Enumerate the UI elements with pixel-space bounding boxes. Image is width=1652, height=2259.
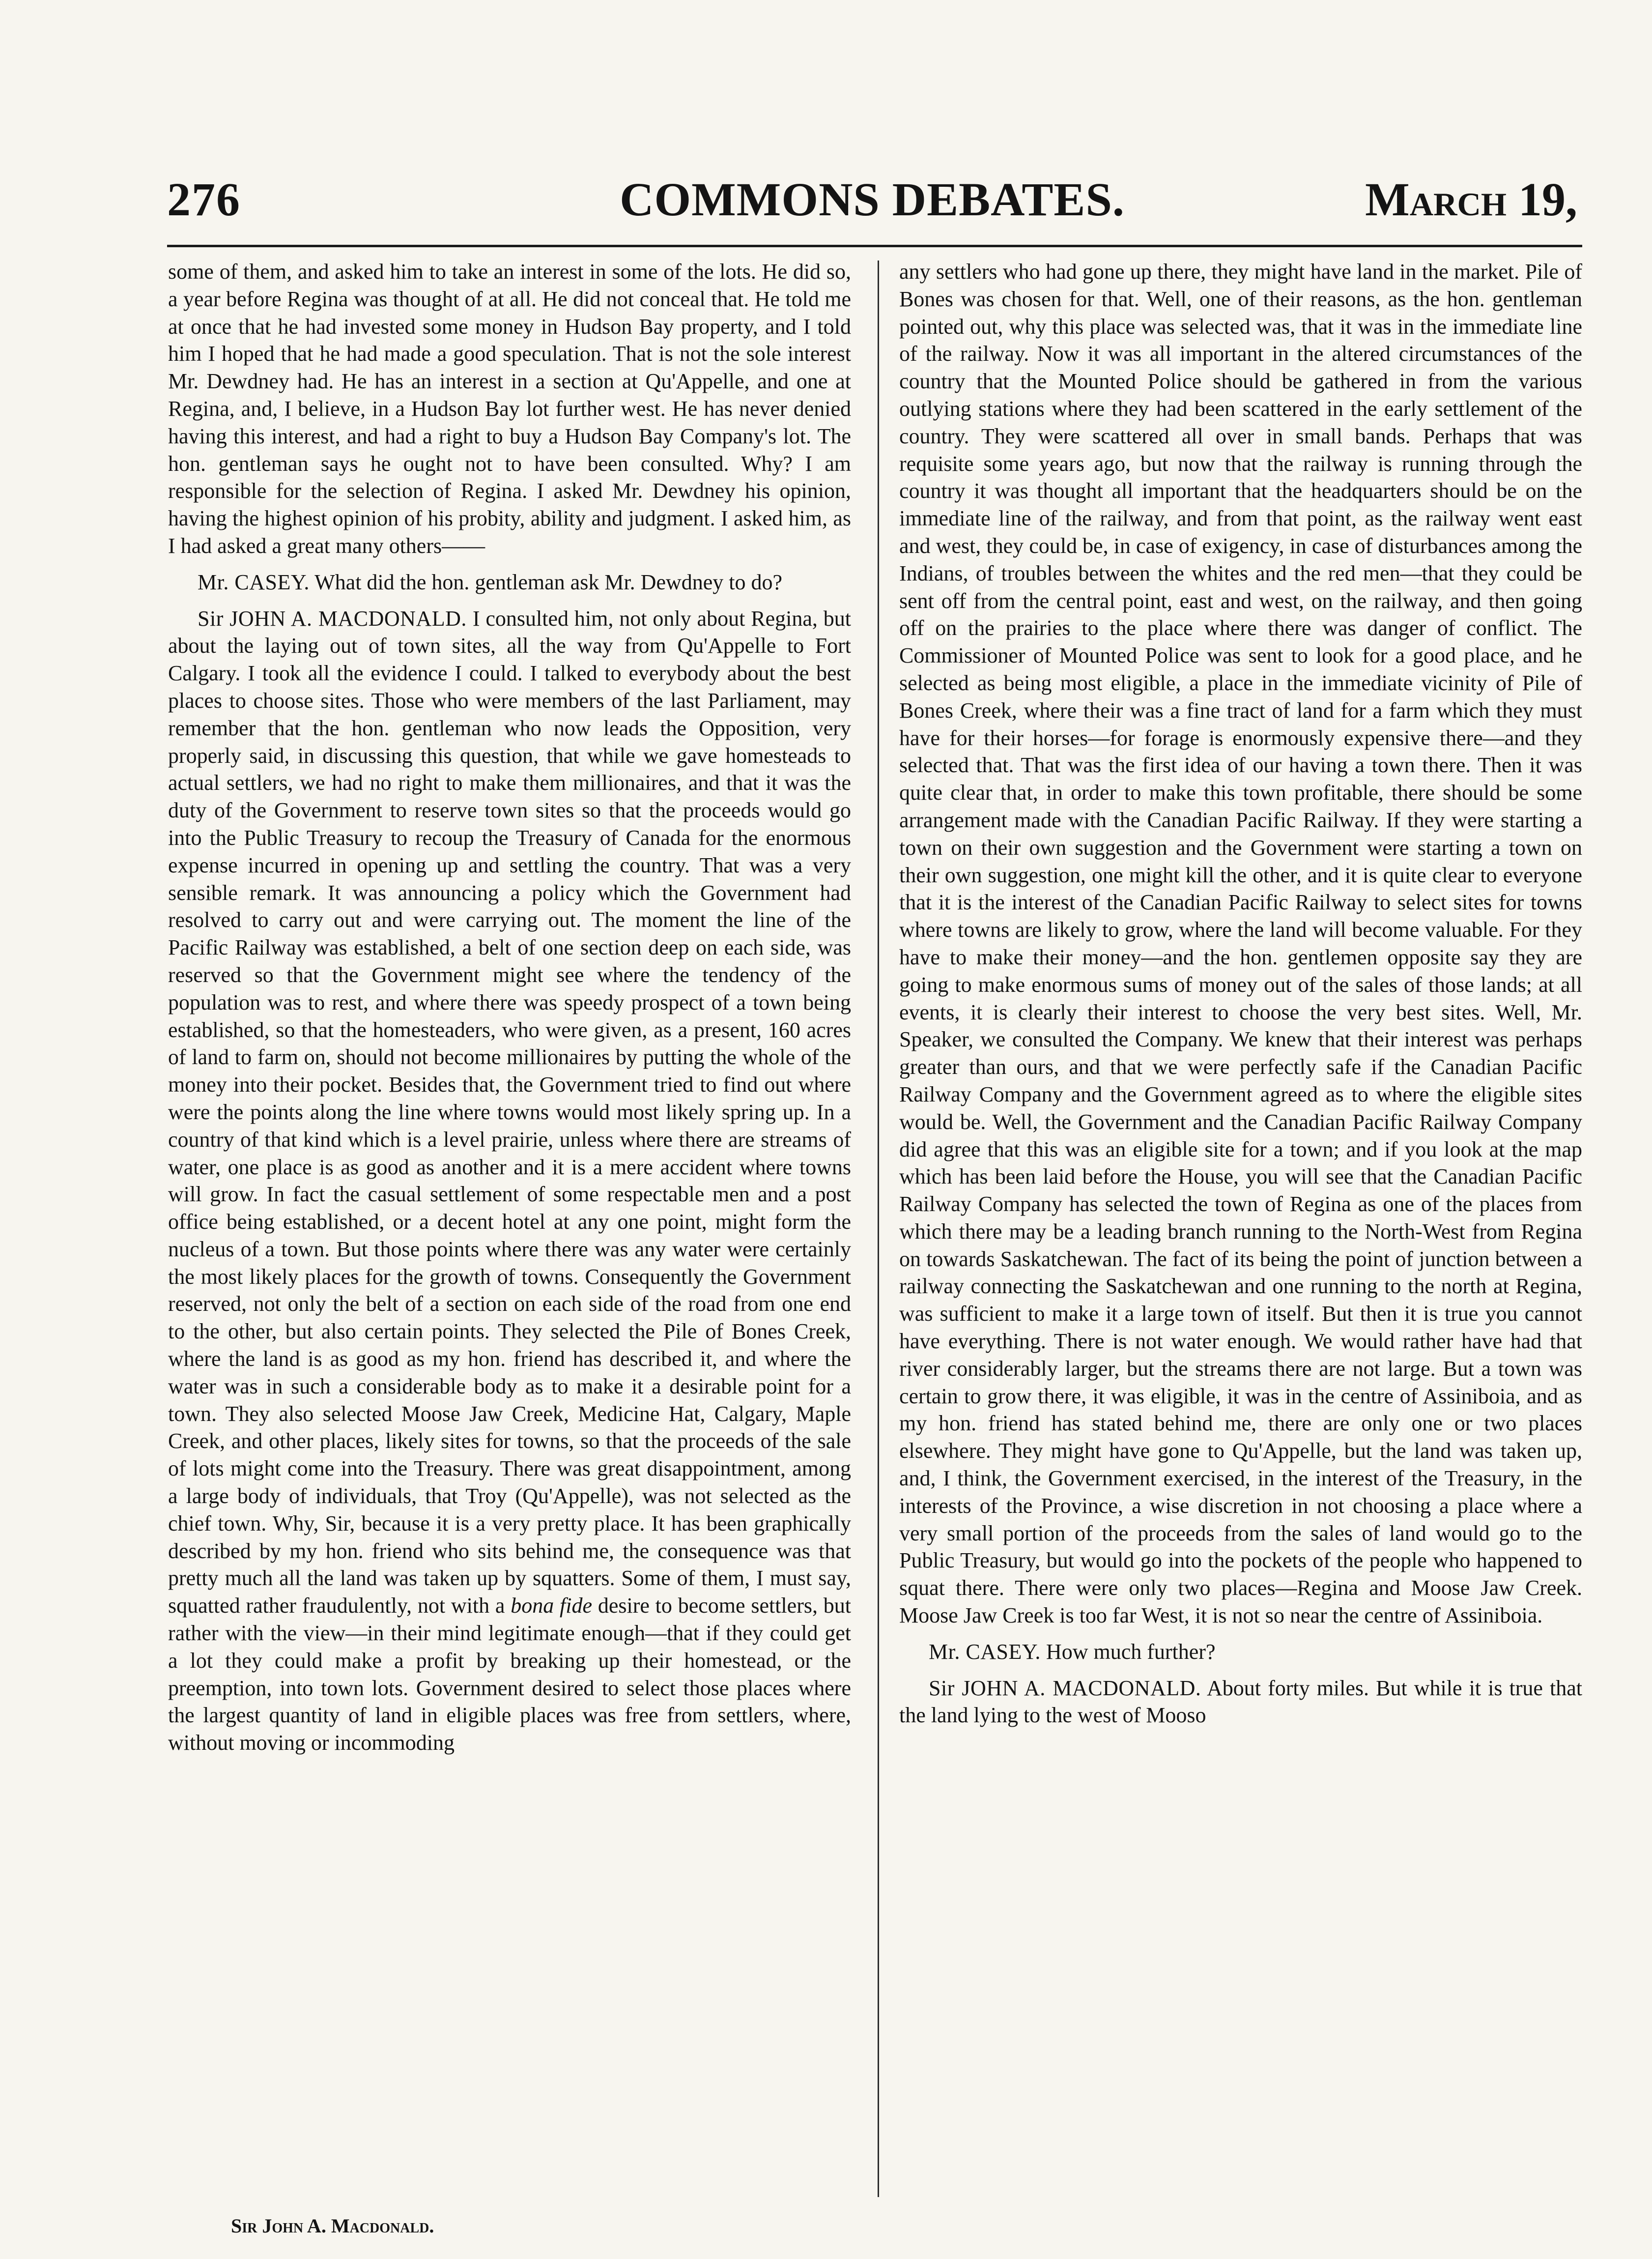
paragraph-text: I consulted him, not only about Regina, but about the laying out of town sites, all the way from Qu'Appelle to Fort Calgary. I took all the evidence I could. I talked to everybody about the best places to choose sites. Those who were members of the last Parliament, may remember that the hon. gentleman who now leads the Opposition, very properly said, in discussing this question, that while we gave homesteads to actual settlers, we had no right to make them millionaires, and that it was the duty of the Government to reserve town sites so that the proceeds would go into the Public Treasury to recoup the Treasury of Canada for the enormous expense incurred in opening up and settling the country. That was a very sensible remark. It was announcing a policy which the Government had resolved to carry out and were carrying out. The moment the line of the Pacific Railway was established, a belt of one section deep on each side, was reserved so that the Government might see where the tendency of the population was to rest, and where there was speedy prospect of a town being established, so that the homesteaders, who were given, as a present, 160 acres of land to farm on, should not become millionaires by putting the whole of the money into their pocket. Besides that, the Government tried to find out where were the points along the line where towns would most likely spring up. In a country of that kind which is a level prairie, unless where there are streams of water, one place is as good as another and it is a mere accident where towns will grow. In fact the casual settlement of some respectable men and a post office being established, or a decent hotel at any one point, might form the nucleus of a town. But those points where there was any water were certainly the most likely places for the growth of towns. Consequently the Government reserved, not only the belt of a section on each side of the road from one end to the other, but also certain points. They selected the Pile of Bones Creek, where the land is as good as my hon. friend has described it, and where the water was in such a considerable body as to make it a desirable point for a town. They also selected Moose Jaw Creek, Medicine Hat, Calgary, Maple Creek, and other places, likely sites for towns, so that the proceeds of the sale of lots might come into the Treasury. There was great disappointment, among a large body of individuals, that Troy (Qu'Appelle), was not selected as the chief town. Why, Sir, because it is a very pretty place. It has been graphically described by my hon. friend who sits behind me, the consequence was that pretty much all the land was taken up by squatters. Some of them, I must say, squatted rather fraudulently, not with a bona fide desire to become settlers, but rather with the view—in their mind legitimate enough—that if they could get a lot they could make a profit by breaking up their homestead, or the preemption, into town lots. Government desired to select those places where the largest quantity of land in eligible places was free from settlers, where, without moving or incommoding — [168, 606, 851, 1755]
paragraph-text: any settlers who had gone up there, they might have land in the market. Pile of Bones was chosen for that. Well, one of their reasons, as the hon. gentleman pointed out, why this place was selected was, that it was in the immediate line of the railway. Now it was all important in the altered circumstances of the country that the Mounted Police should be gathered in from the various outlying stations where they had been scattered in the early settlement of the country. They were scattered all over in small bands. Perhaps that was requisite some years ago, but now that the railway is running through the country it was thought all important that the headquarters should be on the immediate line of the railway, and from that point, as the railway went east and west, they could be, in case of exigency, in case of disturbances among the Indians, of troubles between the whites and the red men—that they could be sent off from the central point, east and west, on the railway, and then going off on the prairies to the place where there was danger of conflict. The Commissioner of Mounted Police was sent to look for a good place, and he selected as being most eligible, a place in the immediate vicinity of Pile of Bones Creek, where their was a fine tract of land for a farm which they must have for their horses—for forage is enormously expensive there—and they selected that. That was the first idea of our having a town there. Then it was quite clear that, in order to make this town profitable, there should be some arrangement made with the Canadian Pacific Railway. If they were starting a town on their own suggestion and the Government were starting a town on their own suggestion, one might kill the other, and it is quite clear to everyone that it is the interest of the Canadian Pacific Railway to select sites for towns where towns are likely to grow, where the land will become valuable. For they have to make their money—and the hon. gentlemen opposite say they are going to make enormous sums of money out of the sales of those lands; at all events, it is clearly their interest to choose the very best sites. Well, Mr. Speaker, we consulted the Company. We knew that their interest was perhaps greater than ours, and that we were perfectly safe if the Canadian Pacific Railway Company and the Government agreed as to where the eligible sites would be. Well, the Government and the Canadian Pacific Railway Company did agree that this was an eligible site for a town; and if you look at the map which has been laid before the House, you will see that the Canadian Pacific Railway Company has selected the town of Regina as one of the places from which there may be a leading branch running to the North-West from Regina on towards Saskatchewan. The fact of its being the point of junction between a railway connecting the Saskatchewan and one running to the north at Regina, was sufficient to make it a large town of itself. But then it is true you cannot have everything. There is not water enough. We would rather have had that river considerably larger, but the streams there are not large. But a town was certain to grow there, it was eligible, it was in the centre of Assiniboia, and as my hon. friend has stated behind me, there are only one or two places elsewhere. They might have gone to Qu'Appelle, but the land was taken up, and, I think, the Government exercised, in the interest of the Treasury, in the interests of the Province, a wise discretion in not choosing a place where a very small portion of the proceeds from the sales of land would go to the Public Treasury, but would go into the pockets of the people who happened to squat there. There were only two places—Regina and Moose Jaw Creek. Moose Jaw Creek is too far West, it is not so near the centre of Assiniboia. — [899, 260, 1582, 1628]
right-column — [899, 258, 1582, 2209]
paragraph — [899, 258, 1582, 1629]
running-footer: Sir John A. Macdonald. — [231, 2215, 434, 2237]
paragraph-text: How much further? — [1046, 1639, 1216, 1664]
speaker-name: Sir JOHN A. MACDONALD. — [929, 1676, 1201, 1700]
header-rule — [167, 245, 1582, 247]
paragraph — [168, 258, 851, 560]
publication-title: COMMONS DEBATES. — [620, 173, 1125, 226]
page-date: March 19, — [1365, 173, 1577, 226]
paragraph-text: About forty miles. But while it is true that the land lying to the west of Mooso — [899, 1676, 1582, 1728]
column-divider — [878, 261, 879, 2197]
paragraph — [168, 569, 851, 596]
page-header — [167, 172, 1577, 231]
paragraph-text: What did the hon. gentleman ask Mr. Dewdney to do? — [314, 570, 783, 594]
paragraph-text: some of them, and asked him to take an interest in some of the lots. He did so, a year before Regina was thought of at all. He did not conceal that. He told me at once that he had invested some money in Hudson Bay property, and I told him I hoped that he had made a good speculation. That is not the sole interest Mr. Dewdney had. He has an interest in a section at Qu'Appelle, and one at Regina, and, I believe, in a Hudson Bay lot further west. He has never denied having this interest, and had a right to buy a Hudson Bay Company's lot. The hon. gentleman says he ought not to have been consulted. Why? I am responsible for the selection of Regina. I asked Mr. Dewdney his opinion, having the highest opinion of his probity, ability and judgment. I asked him, as I had asked a great many others—— — [168, 260, 851, 558]
italic-phrase: bona fide — [511, 1593, 593, 1618]
paragraph — [168, 605, 851, 1757]
speaker-name: Mr. CASEY. — [198, 570, 310, 594]
page-number: 276 — [167, 173, 241, 226]
paragraph — [899, 1638, 1582, 1666]
speaker-name: Sir JOHN A. MACDONALD. — [198, 606, 467, 631]
speaker-name: Mr. CASEY. — [929, 1639, 1041, 1664]
left-column — [168, 258, 851, 2209]
paragraph — [899, 1675, 1582, 1730]
